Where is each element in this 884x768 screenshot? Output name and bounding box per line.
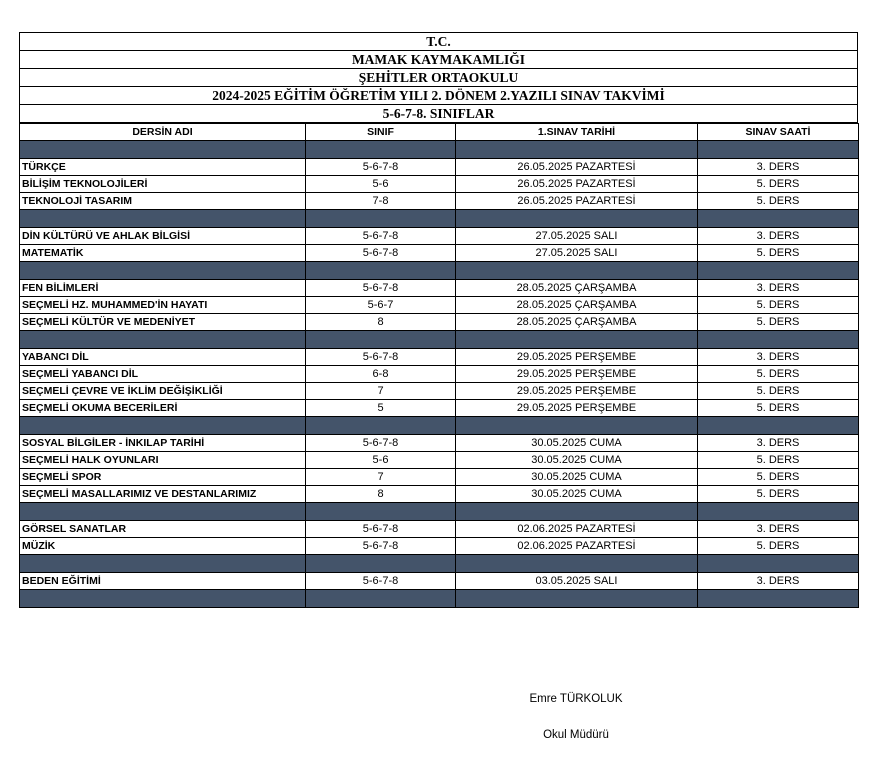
separator-cell xyxy=(20,141,306,159)
exam-date-cell: 30.05.2025 CUMA xyxy=(456,469,698,486)
course-name-cell: YABANCI DİL xyxy=(20,349,306,366)
exam-date-cell: 26.05.2025 PAZARTESİ xyxy=(456,176,698,193)
exam-date-cell: 30.05.2025 CUMA xyxy=(456,452,698,469)
separator-cell xyxy=(20,262,306,280)
separator-cell xyxy=(456,262,698,280)
separator-cell xyxy=(698,417,859,435)
column-header-time: SINAV SAATİ xyxy=(698,124,859,141)
column-header-row xyxy=(20,124,859,141)
separator-row xyxy=(20,503,859,521)
exam-row xyxy=(20,366,859,383)
header-district: MAMAK KAYMAKAMLIĞI xyxy=(19,51,858,69)
exam-row xyxy=(20,280,859,297)
course-name-cell: BİLİŞİM TEKNOLOJİLERİ xyxy=(20,176,306,193)
exam-date-cell: 02.06.2025 PAZARTESİ xyxy=(456,521,698,538)
separator-cell xyxy=(306,417,456,435)
separator-row xyxy=(20,210,859,228)
signature-title: Okul Müdürü xyxy=(543,729,609,741)
exam-schedule-sheet xyxy=(19,32,858,608)
class-cell: 8 xyxy=(306,486,456,503)
exam-time-cell: 5. DERS xyxy=(698,314,859,331)
exam-date-cell: 29.05.2025 PERŞEMBE xyxy=(456,400,698,417)
exam-row xyxy=(20,573,859,590)
exam-date-cell: 30.05.2025 CUMA xyxy=(456,486,698,503)
exam-date-cell: 29.05.2025 PERŞEMBE xyxy=(456,366,698,383)
class-cell: 5-6-7-8 xyxy=(306,521,456,538)
exam-row xyxy=(20,297,859,314)
class-cell: 5-6-7 xyxy=(306,297,456,314)
separator-cell xyxy=(456,331,698,349)
exam-time-cell: 3. DERS xyxy=(698,573,859,590)
course-name-cell: SEÇMELİ KÜLTÜR VE MEDENİYET xyxy=(20,314,306,331)
separator-cell xyxy=(306,503,456,521)
course-name-cell: TÜRKÇE xyxy=(20,159,306,176)
course-name-cell: SEÇMELİ HALK OYUNLARI xyxy=(20,452,306,469)
course-name-cell: SOSYAL BİLGİLER - İNKILAP TARİHİ xyxy=(20,435,306,452)
separator-cell xyxy=(306,331,456,349)
separator-row xyxy=(20,141,859,159)
course-name-cell: BEDEN EĞİTİMİ xyxy=(20,573,306,590)
column-header-class: SINIF xyxy=(306,124,456,141)
separator-row xyxy=(20,555,859,573)
exam-row xyxy=(20,469,859,486)
class-cell: 5-6-7-8 xyxy=(306,349,456,366)
exam-row xyxy=(20,452,859,469)
class-cell: 6-8 xyxy=(306,366,456,383)
course-name-cell: GÖRSEL SANATLAR xyxy=(20,521,306,538)
exam-time-cell: 3. DERS xyxy=(698,228,859,245)
exam-row xyxy=(20,159,859,176)
separator-cell xyxy=(456,141,698,159)
column-header-date: 1.SINAV TARİHİ xyxy=(456,124,698,141)
separator-cell xyxy=(456,417,698,435)
course-name-cell: SEÇMELİ OKUMA BECERİLERİ xyxy=(20,400,306,417)
exam-time-cell: 5. DERS xyxy=(698,366,859,383)
class-cell: 5-6-7-8 xyxy=(306,435,456,452)
exam-table xyxy=(19,123,859,608)
class-cell: 5 xyxy=(306,400,456,417)
course-name-cell: DİN KÜLTÜRÜ VE AHLAK BİLGİSİ xyxy=(20,228,306,245)
exam-time-cell: 3. DERS xyxy=(698,159,859,176)
separator-cell xyxy=(20,417,306,435)
class-cell: 7-8 xyxy=(306,193,456,210)
exam-time-cell: 5. DERS xyxy=(698,400,859,417)
separator-row xyxy=(20,262,859,280)
separator-cell xyxy=(456,503,698,521)
exam-time-cell: 5. DERS xyxy=(698,176,859,193)
separator-row xyxy=(20,590,859,608)
separator-cell xyxy=(698,210,859,228)
class-cell: 5-6-7-8 xyxy=(306,228,456,245)
signature-name: Emre TÜRKOLUK xyxy=(529,693,623,705)
class-cell: 8 xyxy=(306,314,456,331)
separator-row xyxy=(20,417,859,435)
course-name-cell: SEÇMELİ SPOR xyxy=(20,469,306,486)
course-name-cell: SEÇMELİ HZ. MUHAMMED'İN HAYATI xyxy=(20,297,306,314)
separator-cell xyxy=(456,590,698,608)
class-cell: 5-6-7-8 xyxy=(306,280,456,297)
separator-cell xyxy=(456,555,698,573)
separator-cell xyxy=(306,210,456,228)
exam-row xyxy=(20,349,859,366)
exam-row xyxy=(20,228,859,245)
separator-cell xyxy=(698,262,859,280)
course-name-cell: MÜZİK xyxy=(20,538,306,555)
class-cell: 5-6-7-8 xyxy=(306,573,456,590)
exam-date-cell: 27.05.2025 SALI xyxy=(456,228,698,245)
header-country: T.C. xyxy=(19,32,858,51)
exam-date-cell: 02.06.2025 PAZARTESİ xyxy=(456,538,698,555)
course-name-cell: SEÇMELİ ÇEVRE VE İKLİM DEĞİŞİKLİĞİ xyxy=(20,383,306,400)
exam-table-body xyxy=(20,124,859,608)
exam-time-cell: 3. DERS xyxy=(698,349,859,366)
column-header-course: DERSİN ADI xyxy=(20,124,306,141)
separator-cell xyxy=(20,331,306,349)
exam-row xyxy=(20,521,859,538)
course-name-cell: TEKNOLOJİ TASARIM xyxy=(20,193,306,210)
exam-time-cell: 5. DERS xyxy=(698,486,859,503)
header-title: 2024-2025 EĞİTİM ÖĞRETİM YILI 2. DÖNEM 2.YAZILI SINAV TAKVİMİ xyxy=(19,87,858,105)
separator-cell xyxy=(698,331,859,349)
exam-time-cell: 3. DERS xyxy=(698,280,859,297)
separator-cell xyxy=(698,590,859,608)
exam-row xyxy=(20,538,859,555)
exam-date-cell: 29.05.2025 PERŞEMBE xyxy=(456,383,698,400)
exam-row xyxy=(20,486,859,503)
separator-cell xyxy=(698,141,859,159)
class-cell: 5-6-7-8 xyxy=(306,245,456,262)
exam-time-cell: 5. DERS xyxy=(698,193,859,210)
exam-date-cell: 26.05.2025 PAZARTESİ xyxy=(456,193,698,210)
exam-date-cell: 29.05.2025 PERŞEMBE xyxy=(456,349,698,366)
exam-row xyxy=(20,383,859,400)
exam-row xyxy=(20,314,859,331)
separator-cell xyxy=(20,590,306,608)
course-name-cell: SEÇMELİ YABANCI DİL xyxy=(20,366,306,383)
separator-row xyxy=(20,331,859,349)
separator-cell xyxy=(456,210,698,228)
exam-time-cell: 5. DERS xyxy=(698,245,859,262)
course-name-cell: SEÇMELİ MASALLARIMIZ VE DESTANLARIMIZ xyxy=(20,486,306,503)
exam-time-cell: 5. DERS xyxy=(698,469,859,486)
class-cell: 5-6-7-8 xyxy=(306,159,456,176)
exam-time-cell: 5. DERS xyxy=(698,383,859,400)
exam-time-cell: 5. DERS xyxy=(698,538,859,555)
class-cell: 7 xyxy=(306,383,456,400)
exam-row xyxy=(20,193,859,210)
exam-date-cell: 26.05.2025 PAZARTESİ xyxy=(456,159,698,176)
separator-cell xyxy=(20,555,306,573)
class-cell: 5-6-7-8 xyxy=(306,538,456,555)
exam-row xyxy=(20,435,859,452)
header-school: ŞEHİTLER ORTAOKULU xyxy=(19,69,858,87)
separator-cell xyxy=(306,555,456,573)
separator-cell xyxy=(306,141,456,159)
exam-time-cell: 5. DERS xyxy=(698,297,859,314)
exam-row xyxy=(20,400,859,417)
exam-row xyxy=(20,176,859,193)
exam-date-cell: 30.05.2025 CUMA xyxy=(456,435,698,452)
separator-cell xyxy=(698,503,859,521)
course-name-cell: MATEMATİK xyxy=(20,245,306,262)
separator-cell xyxy=(20,210,306,228)
header-grades: 5-6-7-8. SINIFLAR xyxy=(19,105,858,123)
exam-date-cell: 27.05.2025 SALI xyxy=(456,245,698,262)
class-cell: 5-6 xyxy=(306,176,456,193)
exam-time-cell: 3. DERS xyxy=(698,521,859,538)
class-cell: 7 xyxy=(306,469,456,486)
exam-date-cell: 03.05.2025 SALI xyxy=(456,573,698,590)
separator-cell xyxy=(306,262,456,280)
exam-date-cell: 28.05.2025 ÇARŞAMBA xyxy=(456,297,698,314)
separator-cell xyxy=(20,503,306,521)
separator-cell xyxy=(698,555,859,573)
exam-date-cell: 28.05.2025 ÇARŞAMBA xyxy=(456,280,698,297)
exam-date-cell: 28.05.2025 ÇARŞAMBA xyxy=(456,314,698,331)
course-name-cell: FEN BİLİMLERİ xyxy=(20,280,306,297)
separator-cell xyxy=(306,590,456,608)
exam-row xyxy=(20,245,859,262)
class-cell: 5-6 xyxy=(306,452,456,469)
exam-time-cell: 5. DERS xyxy=(698,452,859,469)
exam-time-cell: 3. DERS xyxy=(698,435,859,452)
